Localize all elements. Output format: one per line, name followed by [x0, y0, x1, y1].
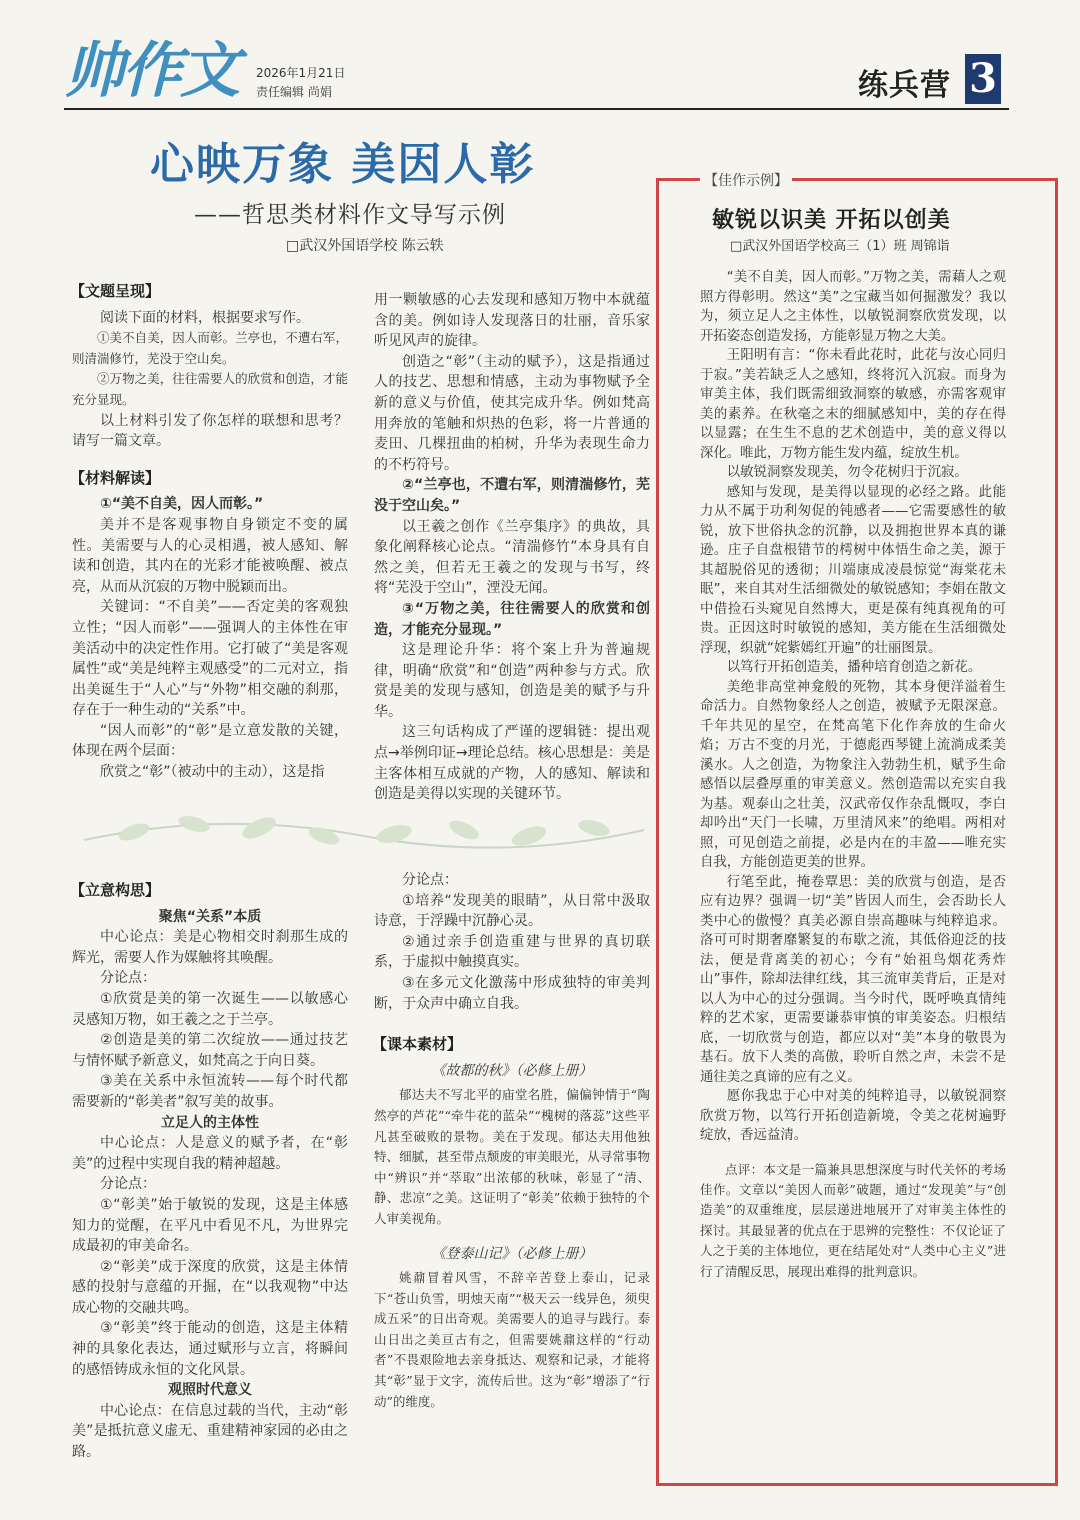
subheading: 立足人的主体性: [161, 1114, 259, 1131]
column-1-bottom: [72, 880, 348, 1463]
paragraph: “美不自美，因人而彰。”万物之美，需藉人之观照方得彰明。然这“美”之宝藏当如何掘激发？我以为，须立足人之主体性，以敏锐洞察欣赏发现，以开拓姿态创造发扬，方能彰显万物之大美。: [700, 270, 1006, 344]
paragraph: ③在多元文化激荡中形成独特的审美判断，于众声中确立自我。: [374, 974, 650, 1012]
paragraph: 以敏锐洞察发现美，勿令花树归于沉寂。: [726, 465, 968, 480]
subheading: ①“美不自美，因人而彰。”: [100, 496, 264, 513]
paragraph: 王阳明有言：“你未看此花时，此花与汝心同归于寂。”美若缺乏人之感知，终将沉入沉寂。而身为审美主体，我们既需细致洞察的敏感，亦需客观审美的素养。在秋毫之末的细腻感知中，美的存在得以显露；在生生不息的艺术创造中，美的意义得以深化。唯此，万物方能生发内蕴，绽放生机。: [700, 348, 1006, 461]
page-number: 3: [965, 54, 1001, 104]
section-name: 练兵营: [858, 68, 951, 103]
subheading: ③“万物之美，往往需要人的欣赏和创造，才能充分显现。”: [374, 600, 650, 638]
section-heading: 【文题呈现】: [70, 282, 161, 300]
paragraph: 行笔至此，掩卷覃思：美的欣赏与创造，是否应有边界？强调一切“美”皆因人而生，会否助长人类中心的傲慢？真美必源自崇高趣味与纯粹追求。洛可可时期奢靡繁复的布歇之流，其低俗迎泛的技法，便是背离美的初心；今有“始祖鸟烟花秀炸山”事件，除却法律红线，其三流审美背后，正是对以人为中心的过分强调。当今时代，既呼唤真情纯粹的艺术家，更需要谦恭审慎的审美姿态。归根结底，一切欣赏与创造，都应以对“美”本身的敬畏为基石。放下人类的高傲，聆听自然之声，未尝不是通往美之真谛的应有之义。: [700, 874, 1006, 1085]
paragraph: 中心论点：人是意义的赋予者，在“彰美”的过程中实现自我的精神超越。: [72, 1135, 348, 1172]
paragraph: 欣赏之“彰”（被动中的主动），这是指: [100, 764, 325, 781]
paragraph: ②“彰美”成于深度的欣赏，这是主体情感的投射与意蕴的开掘，在“以我观物”中达成心物的交融共鸣。: [72, 1258, 348, 1316]
paragraph: ③美在关系中永恒流转——每个时代都需要新的“彰美者”叙写美的故事。: [72, 1073, 348, 1110]
section-heading: 【材料解读】: [70, 468, 161, 487]
column-1-top: [72, 281, 348, 783]
textbook-material: 郁达夫不写北平的庙堂名胜，偏偏钟情于“陶然亭的芦花”“牵牛花的蓝朵”“槐树的落蕊”这些平凡甚至破败的景物。美在于发现。郁达夫用他独特、细腻，甚至带点颓废的审美眼光，从寻常事物中“辨识”并“萃取”出浓郁的秋味，彰显了“清、静、悲凉”之美。这证明了“彰美”依赖于独特的个人审美视角。: [374, 1087, 650, 1226]
paragraph: 中心论点：在信息过载的当代，主动“彰美”是抵抗意义虚无、重建精神家园的必由之路。: [72, 1402, 348, 1461]
paragraph: ③“彰美”终于能动的创造，这是主体精神的具象化表达，通过赋形与立言，将瞬间的感悟铸成永恒的文化风景。: [72, 1320, 348, 1378]
paragraph: 分论点：: [100, 1176, 156, 1193]
article-title: 心映万象 美因人彰: [150, 139, 536, 190]
paragraph: 感知与发现，是美得以显现的必经之路。此能力从不属于功利匆促的钝感者——它需要感性的敏锐，放下世俗执念的沉静，以及拥抱世界本真的谦逊。庄子自盘根错节的樗树中体悟生命之美，源于其超脱俗见的透彻；川端康成凌晨惊觉“海棠花未眠”，来自其对生活细微处的敏锐感知；李娟在散文中借捡石头窥见自然博大，更是葆有纯真视角的可贵。正因这时时敏锐的感知，美方能在生活细微处浮现，织就“姹紫嫣红开遍”的壮丽图景。: [700, 484, 1006, 656]
paragraph: 以笃行开拓创造美，播种培育创造之新花。: [726, 660, 982, 675]
teacher-comment: 点评：本文是一篇兼具思想深度与时代关怀的考场佳作。文章以“美因人而彰”破题，通过“发现美”与“创造美”的双重维度，层层递进地展开了对审美主体性的探讨。其最显著的优点在于思辨的完整性：不仅论证了人之于美的主体地位，更在结尾处对“人类中心主义”进行了清醒反思，展现出难得的批判意识。: [700, 1161, 1006, 1279]
paragraph: 以王羲之创作《兰亭集序》的典故，具象化阐释核心论点。“清湍修竹”本身具有自然之美，但若无王羲之的发现与书写，终将“芜没于空山”，湮没无闻。: [374, 518, 650, 597]
sample-essay-title: 敏锐以识美 开拓以创美: [712, 208, 951, 233]
paragraph: 分论点：: [402, 872, 458, 888]
paragraph: 创造之“彰”（主动的赋予），这是指通过人的技艺、思想和情感，主动为事物赋予全新的意义与价值，使其完成升华。例如梵高用奔放的笔触和炽热的色彩，将一片普通的麦田、几棵扭曲的柏树，升华为表现生命力的不朽符号。: [374, 353, 650, 473]
paragraph: ①欣赏是美的第一次诞生——以敏感心灵感知万物，如王羲之之于兰亭。: [72, 990, 348, 1028]
paragraph: ①“彰美”始于敏锐的发现，这是主体感知力的觉醒，在平凡中看见不凡，为世界完成最初的审美命名。: [72, 1196, 348, 1255]
article-subtitle: ——哲思类材料作文导写示例: [194, 202, 506, 228]
subheading: ②“兰亭也，不遭右军，则清湍修竹，芜没于空山矣。”: [374, 477, 650, 514]
paragraph: 美并不是客观事物自身锁定不变的属性。美需要与人的心灵相遇，被人感知、解读和创造，其内在的光彩才能被唤醒、被点亮，从而从沉寂的万物中脱颖而出。: [72, 516, 348, 595]
paragraph: 这是理论升华：将个案上升为普遍规律，明确“欣赏”和“创造”两种参与方式。欣赏是美的发现与感知，创造是美的赋予与升华。: [374, 642, 650, 720]
paragraph: 以上材料引发了你怎样的联想和思考？请写一篇文章。: [72, 412, 348, 450]
textbook-title: 《故都的秋》（必修上册）: [431, 1062, 593, 1079]
editor-credit: 责任编辑 尚娟: [256, 85, 332, 99]
masthead-logo: 帅作文: [64, 36, 238, 106]
paragraph: “因人而彰”的“彰”是立意发散的关键，体现在两个层面：: [72, 722, 348, 760]
paragraph: 关键词：“不自美”——否定美的客观独立性；“因人而彰”——强调人的主体性在审美活动中的决定性作用。它打破了“美是客观属性”或“美是纯粹主观感受”的二元对立，指出美诞生于“人心”与“外物”相交融的刹那，存在于一种生动的“关系”中。: [72, 599, 348, 719]
sample-essay-tag: 【佳作示例】: [700, 170, 792, 190]
subheading: 观照时代意义: [168, 1382, 252, 1399]
paragraph: 美绝非高堂神龛般的死物，其本身便洋溢着生命活力。自然物象经人之创造，被赋予无限深意。千年共见的星空，在梵高笔下化作奔放的生命火焰；万古不变的月光，于德彪西琴键上流淌成柔美溪水。人之创造，为物象注入勃勃生机，赋予生命感悟以层叠厚重的审美意义。然创造需以充实自我为基。观泰山之壮美，汉武帝仅作杂乱慨叹，李白却吟出“天门一长啸，万里清风来”的绝唱。两相对照，可见创造之前提，必是内在的丰盈——唯充实自我，方能创造更美的世界。: [700, 679, 1006, 870]
sample-essay-body: [700, 268, 1006, 1282]
issue-date: 2026年1月21日: [256, 66, 346, 80]
textbook-title: 《登泰山记》（必修上册）: [431, 1245, 593, 1262]
paragraph: ②通过亲手创造重建与世界的真切联系，于虚拟中触摸真实。: [374, 933, 650, 971]
paragraph: ①培养“发现美的眼睛”，从日常中汲取诗意，于浮躁中沉静心灵。: [374, 892, 650, 930]
paragraph: 这三句话构成了严谨的逻辑链：提出观点→举例印证→理论总结。核心思想是：美是主客体相互成就的产物，人的感知、解读和创造是美得以实现的关键环节。: [374, 724, 650, 803]
paragraph: 愿你我忠于心中对美的纯粹追寻，以敏锐洞察欣赏万物，以笃行开拓创造新境，令美之花树遍野绽放，香远益清。: [700, 1089, 1006, 1143]
paragraph: 阅读下面的材料，根据要求写作。: [100, 309, 310, 326]
paragraph: 分论点：: [100, 970, 156, 987]
section-heading: 【课本素材】: [372, 1035, 463, 1054]
leaf-divider-illustration: [74, 806, 650, 862]
material-quote: ①美不自美，因人而彰。兰亭也，不遭右军，则清湍修竹，芜没于空山矣。: [72, 330, 348, 366]
column-2-bottom: [374, 870, 650, 1412]
textbook-material: 姚鼐冒着风雪，不辞辛苦登上泰山，记录下“苍山负雪，明烛天南”“极天云一线异色，须臾成五采”的日出奇观。美需要人的追寻与践行。泰山日出之美亘古有之，但需要姚鼐这样的“行动者”不畏艰险地去亲身抵达、观察和记录，才能将其“彰”显于文字，流传后世。这为“彰”增添了“行动”的维度。: [374, 1270, 650, 1409]
paragraph: 中心论点：美是心物相交时刹那生成的辉光，需要人作为媒触将其唤醒。: [72, 929, 348, 966]
masthead-rule: [64, 108, 1009, 110]
section-heading: 【立意构思】: [70, 881, 161, 899]
subheading: 聚焦“关系”本质: [158, 908, 262, 925]
material-quote: ②万物之美，往往需要人的欣赏和创造，才能充分显现。: [72, 371, 348, 407]
column-2-top: [374, 290, 650, 805]
paragraph: ②创造是美的第二次绽放——通过技艺与情怀赋予新意义，如梵高之于向日葵。: [72, 1032, 348, 1069]
sample-essay-author: □武汉外国语学校高三（1）班 周锦诣: [730, 239, 950, 254]
paragraph: 用一颗敏感的心去发现和感知万物中本就蕴含的美。例如诗人发现落日的壮丽，音乐家听见风声的旋律。: [374, 292, 650, 350]
article-author: □武汉外国语学校 陈云轶: [286, 238, 444, 254]
